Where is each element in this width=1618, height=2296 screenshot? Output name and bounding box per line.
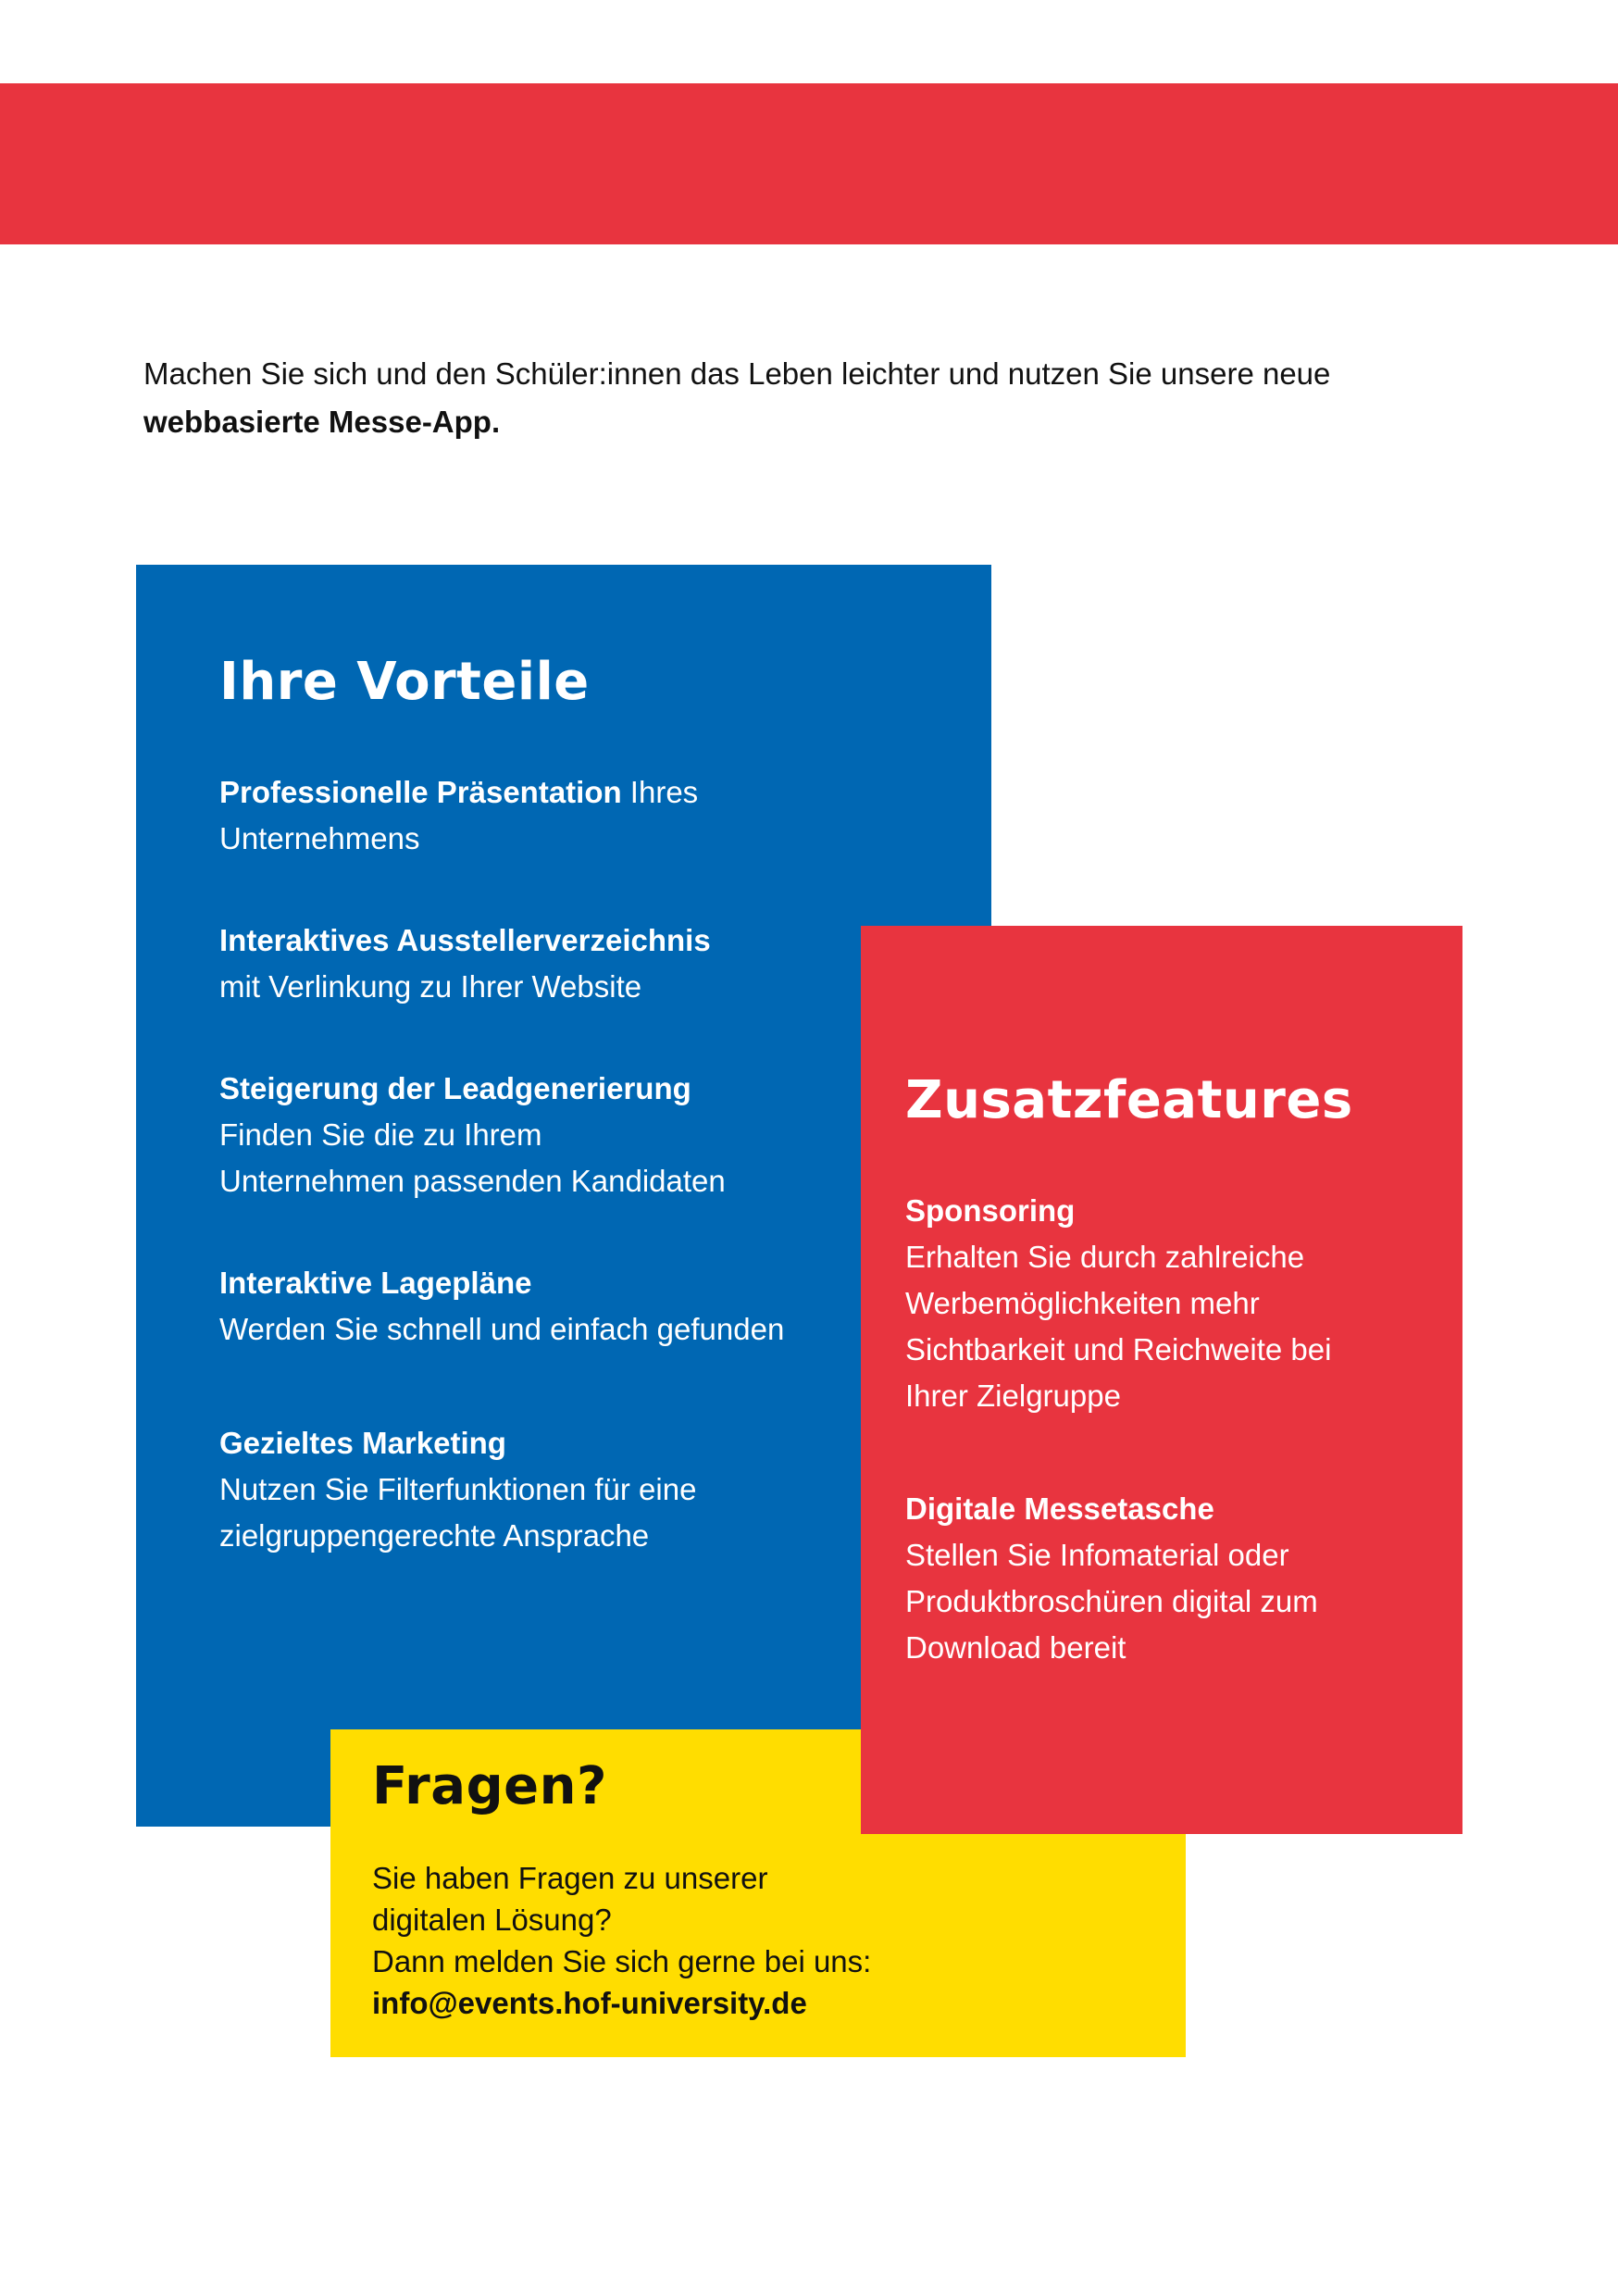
zusatz-item-text: Sichtbarkeit und Reichweite bei <box>905 1332 1332 1366</box>
zusatzfeatures-box <box>861 926 1462 1834</box>
fragen-title: Fragen? <box>372 1756 607 1816</box>
zusatz-item-text: Download bereit <box>905 1630 1126 1665</box>
zusatz-item-text: Ihrer Zielgruppe <box>905 1379 1121 1413</box>
zusatz-item-head: Sponsoring <box>905 1193 1076 1228</box>
vorteile-item <box>219 1260 867 1353</box>
vorteile-item-head: Interaktives Ausstellerverzeichnis <box>219 923 711 957</box>
vorteile-item <box>219 1420 867 1559</box>
intro-line-bold: webbasierte Messe-App. <box>143 405 501 439</box>
vorteile-item <box>219 1066 867 1204</box>
fragen-line: Sie haben Fragen zu unserer <box>372 1861 768 1895</box>
vorteile-item-text: zielgruppengerechte Ansprache <box>219 1518 650 1553</box>
zusatz-item-text: Stellen Sie Infomaterial oder <box>905 1538 1289 1572</box>
vorteile-title: Ihre Vorteile <box>219 652 590 712</box>
zusatz-item-head: Digitale Messetasche <box>905 1491 1214 1526</box>
zusatz-item <box>905 1188 1424 1419</box>
vorteile-item <box>219 917 867 1010</box>
fragen-text <box>372 1857 1186 2024</box>
vorteile-item-head-suffix: Ihres <box>621 775 699 809</box>
vorteile-item-text: Nutzen Sie Filterfunktionen für eine <box>219 1472 697 1506</box>
zusatz-item-text: Werbemöglichkeiten mehr <box>905 1286 1260 1320</box>
vorteile-item-head: Interaktive Lagepläne <box>219 1266 532 1300</box>
top-red-banner <box>0 83 1618 244</box>
contact-email: info@events.hof-university.de <box>372 1986 807 2020</box>
fragen-line: Dann melden Sie sich gerne bei uns: <box>372 1944 872 1978</box>
vorteile-item-text: Werden Sie schnell und einfach gefunden <box>219 1312 785 1346</box>
intro-text <box>143 350 1486 446</box>
intro-line: Machen Sie sich und den Schüler:innen das Leben leichter und nutzen Sie unsere neue <box>143 356 1331 391</box>
vorteile-item-head: Steigerung der Leadgenerierung <box>219 1071 691 1105</box>
vorteile-item-text: mit Verlinkung zu Ihrer Website <box>219 969 642 1004</box>
vorteile-item-text: Finden Sie die zu Ihrem <box>219 1117 542 1152</box>
zusatz-item <box>905 1486 1424 1671</box>
vorteile-item <box>219 769 867 862</box>
zusatz-item-text: Produktbroschüren digital zum <box>905 1584 1318 1618</box>
vorteile-item-text: Unternehmens <box>219 821 420 855</box>
zusatzfeatures-title: Zusatzfeatures <box>905 1070 1353 1130</box>
vorteile-item-head: Professionelle Präsentation <box>219 775 622 809</box>
zusatz-item-text: Erhalten Sie durch zahlreiche <box>905 1240 1305 1274</box>
vorteile-item-text: Unternehmen passenden Kandidaten <box>219 1164 726 1198</box>
vorteile-item-head: Gezieltes Marketing <box>219 1426 506 1460</box>
fragen-line: digitalen Lösung? <box>372 1903 612 1937</box>
